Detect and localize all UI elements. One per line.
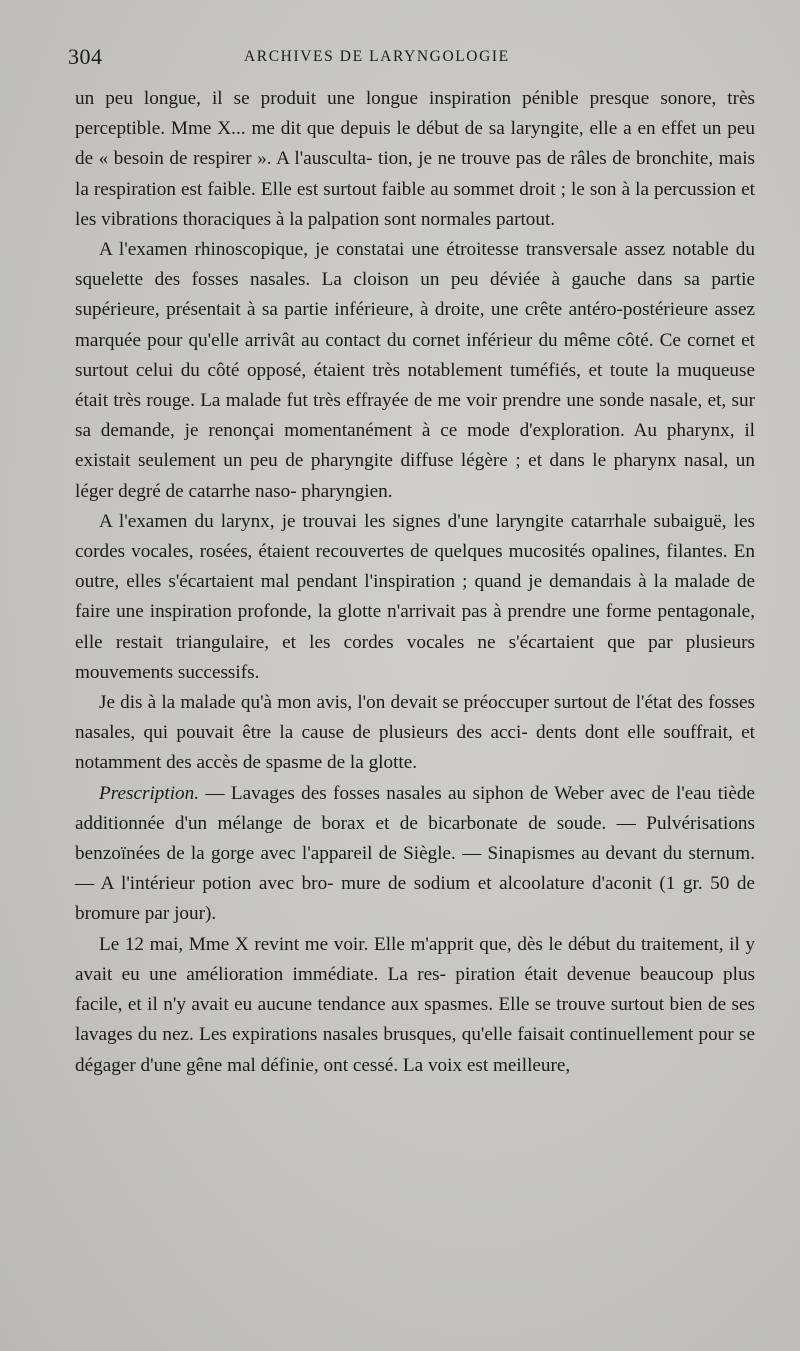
prescription-label: Prescription. (99, 782, 200, 804)
paragraph-1: un peu longue, il se produit une longue inspiration pénible presque sonore, très perceptible. Mme X... me dit que depuis le début de sa laryngite, elle a en effet un peu de « besoin de respirer ». A l'ausculta- tion, je ne trouve pas de râles de bronchite, mais la respiration est faible. Elle est surtout faible au sommet droit ; le son à la percussion et les vibrations thoraciques à la palpation sont normales partout. (75, 88, 755, 230)
paragraph-4: Je dis à la malade qu'à mon avis, l'on devait se préoccuper surtout de l'état des fosses nasales, qui pouvait être la cause de plusieurs des acci- dents dont elle souffrait, et notamment des accès de spasme de la glotte. (75, 692, 755, 774)
paragraph-prescription (75, 779, 755, 930)
prescription-text: — Lavages des fosses nasales au siphon de Weber avec de l'eau tiède additionnée d'un mélange de borax et de bicarbonate de soude. — Pulvérisations benzoïnées de la gorge avec l'appareil de Siègle. — Sinapismes au devant du sternum. — A l'intérieur potion avec bro- mure de sodium et alcoolature d'aconit (1 gr. 50 de bromure par jour). (75, 782, 755, 925)
running-title: ARCHIVES DE LARYNGOLOGIE (244, 48, 510, 65)
page-header (68, 44, 758, 74)
body-text (75, 84, 755, 1081)
paragraph-2: A l'examen rhinoscopique, je constatai une étroitesse transversale assez notable du squelette des fosses nasales. La cloison un peu déviée à gauche dans sa partie supérieure, présentait à sa partie inférieure, à droite, une crête antéro-postérieure assez marquée pour qu'elle arrivât au contact du cornet inférieur du même côté. Ce cornet et surtout celui du côté opposé, étaient très notablement tuméfiés, et toute la muqueuse était très rouge. La malade fut très effrayée de me voir prendre une sonde nasale, et, sur sa demande, je renonçai momentanément à ce mode d'exploration. Au pharynx, il existait seulement un peu de pharyngite diffuse légère ; et dans le pharynx nasal, un léger degré de catarrhe naso- pharyngien. (75, 239, 755, 502)
paragraph-6: Le 12 mai, Mme X revint me voir. Elle m'apprit que, dès le début du traitement, il y avait eu une amélioration immédiate. La res- piration était devenue beaucoup plus facile, et il n'y avait eu aucune tendance aux spasmes. Elle se trouve surtout bien de ses lavages du nez. Les expirations nasales brusques, qu'elle faisait continuellement pour se dégager d'une gêne mal définie, ont cessé. La voix est meilleure, (75, 933, 755, 1076)
page-number: 304 (68, 44, 103, 69)
paragraph-3: A l'examen du larynx, je trouvai les signes d'une laryngite catarrhale subaiguë, les cordes vocales, rosées, étaient recouvertes de quelques mucosités opalines, filantes. En outre, elles s'écartaient mal pendant l'inspiration ; quand je demandais à la malade de faire une inspiration profonde, la glotte n'arrivait pas à prendre une forme pentagonale, elle restait triangulaire, et les cordes vocales ne s'écartaient que par plusieurs mouvements successifs. (75, 510, 755, 683)
